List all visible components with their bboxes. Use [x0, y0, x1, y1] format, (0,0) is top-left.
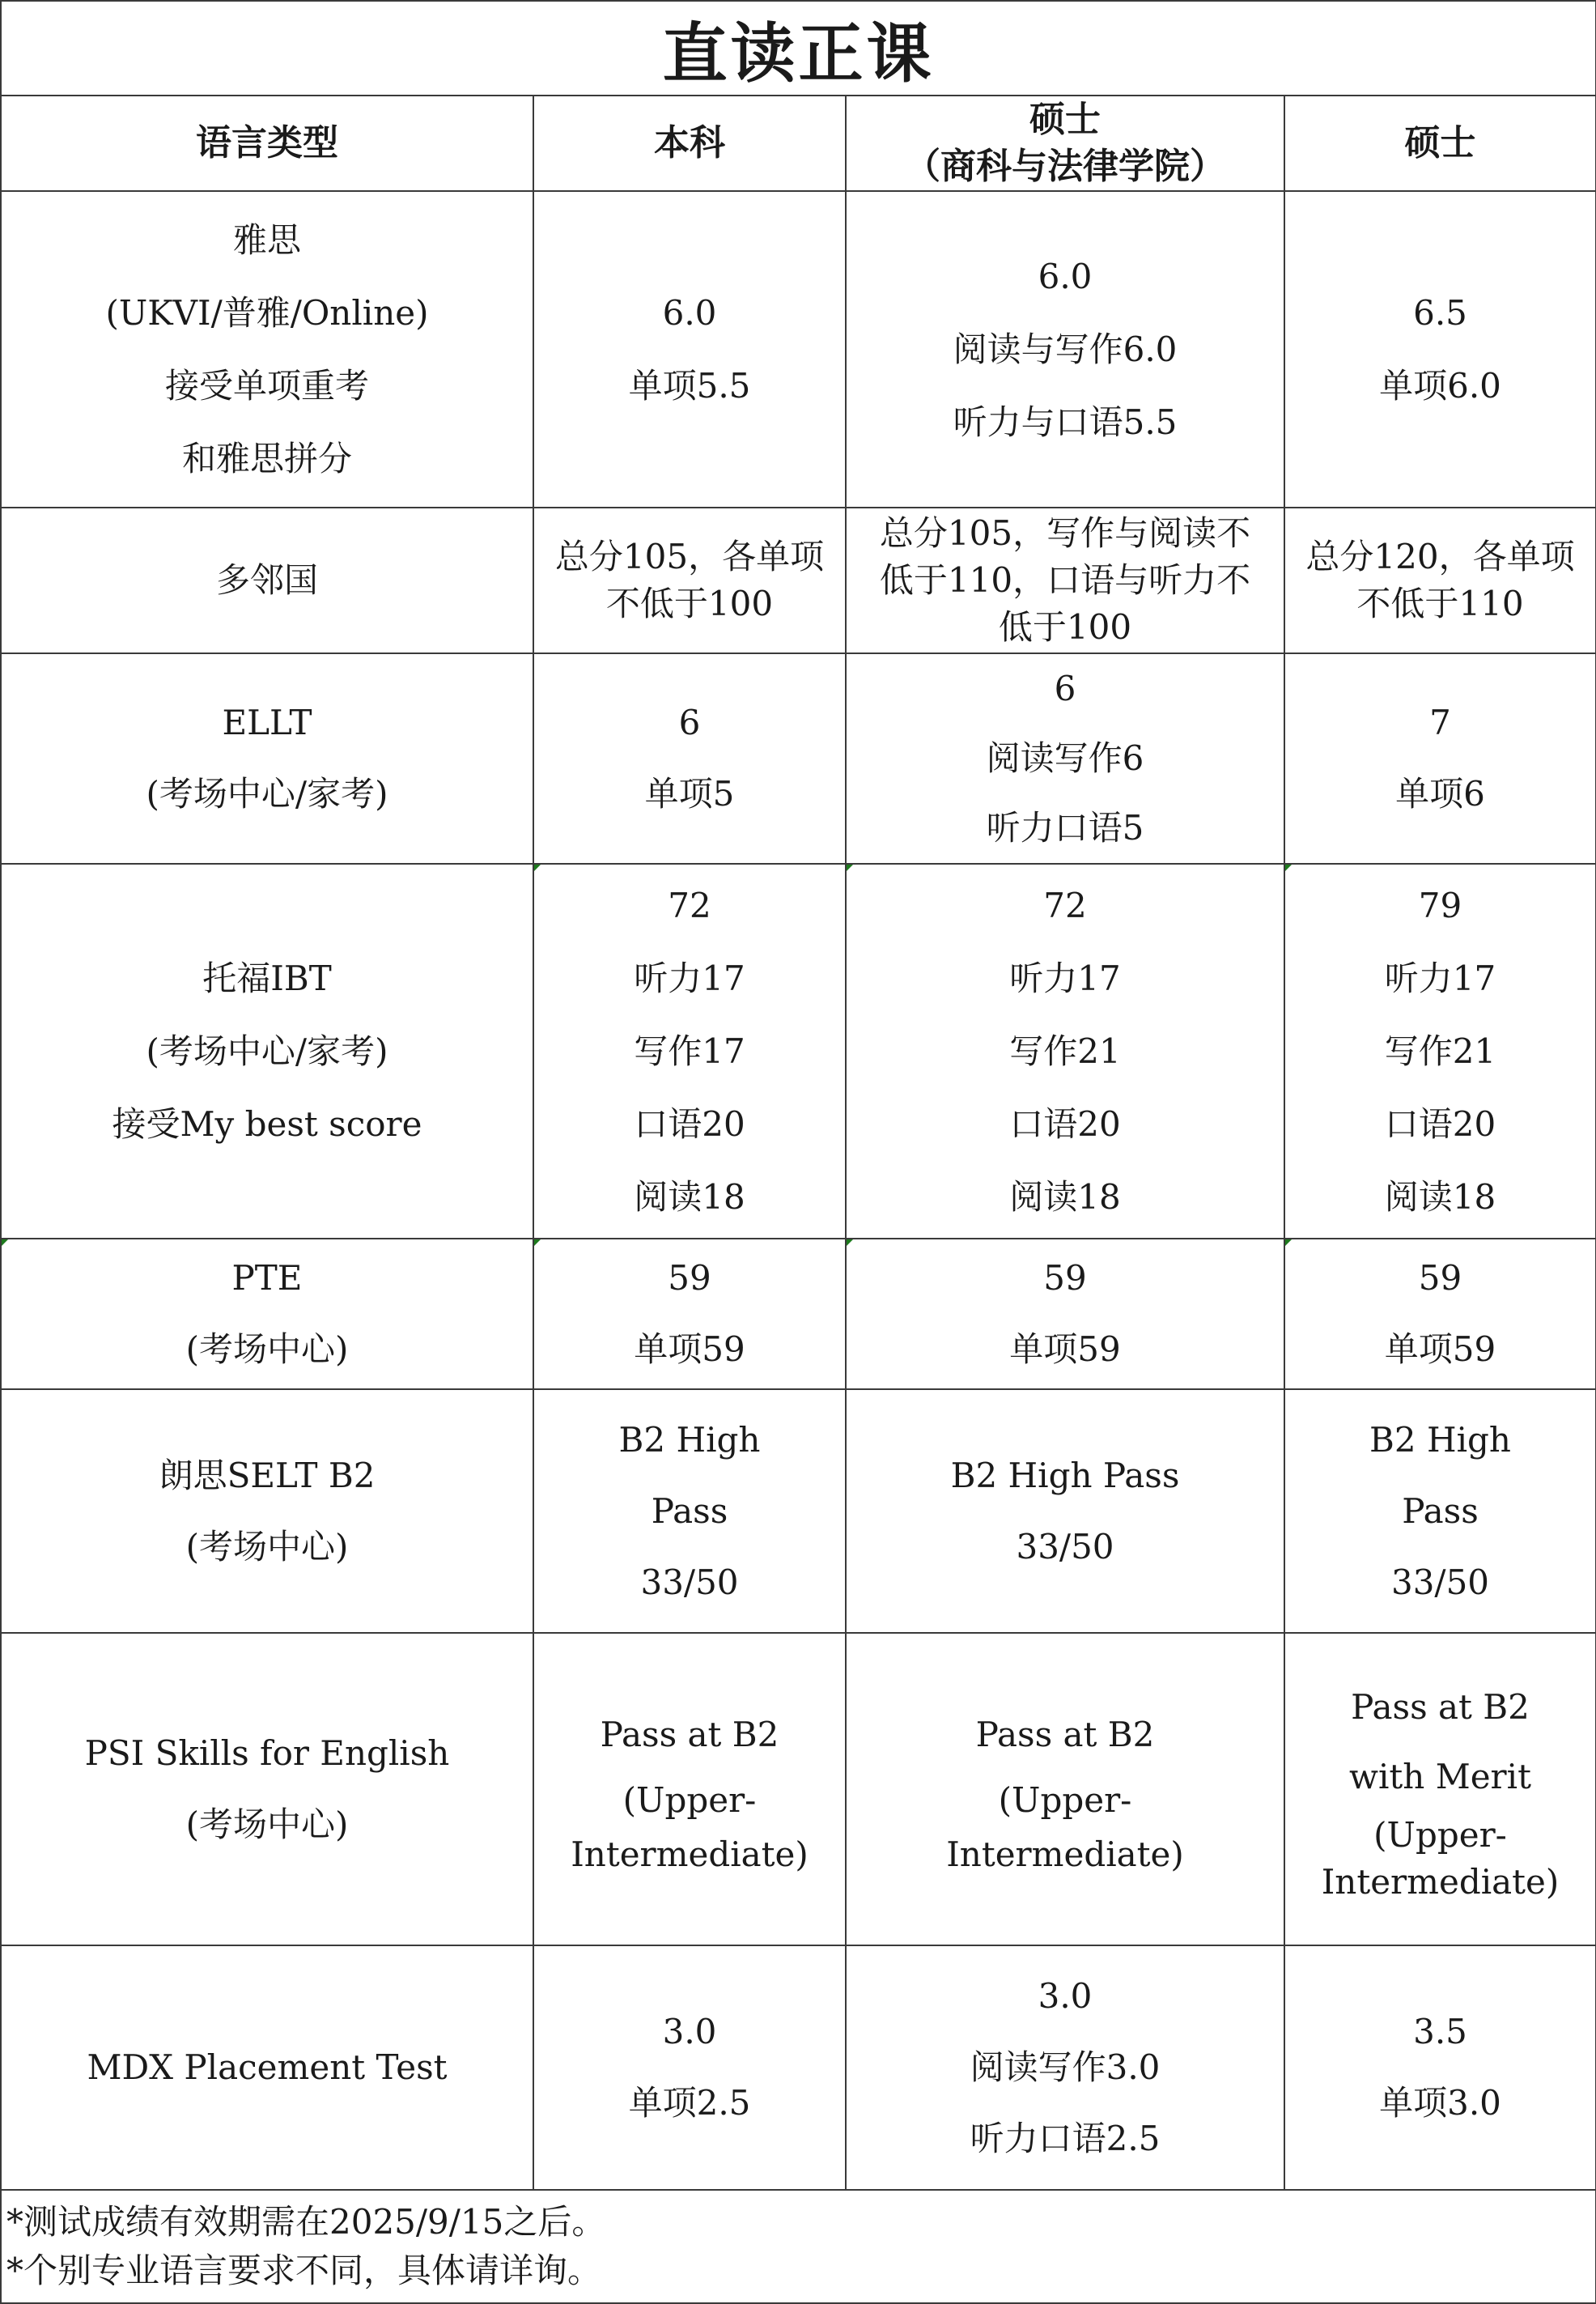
- cell-line: 6.0: [662, 292, 717, 333]
- cell-master-business-law-selt: [846, 1389, 1284, 1633]
- cell-line: 6.0: [1038, 256, 1093, 296]
- cell-line: 写作17: [634, 1031, 745, 1071]
- cell-line: B2 High: [1369, 1419, 1511, 1460]
- table-row: [1, 1945, 1596, 2190]
- notes-cell: [1, 2190, 1596, 2303]
- table-row: [1, 864, 1596, 1239]
- cell-line: (Upper-: [622, 1780, 757, 1820]
- header-master: 硕士: [1284, 96, 1596, 191]
- cell-line: 单项2.5: [628, 2083, 751, 2123]
- cell-line: 79: [1418, 885, 1462, 925]
- cell-master-selt: [1284, 1389, 1596, 1633]
- cell-line: with Merit: [1349, 1757, 1531, 1796]
- cell-master-business-law-psi: [846, 1633, 1284, 1945]
- cell-line: 听力与口语5.5: [953, 402, 1178, 442]
- cell-type-ellt: [1, 653, 533, 864]
- cell-line: 单项3.0: [1379, 2083, 1501, 2123]
- cell-undergrad-mdx: [533, 1945, 846, 2190]
- notes-row: [1, 2190, 1596, 2303]
- cell-line: 单项59: [1384, 1329, 1496, 1369]
- cell-line: 单项5.5: [628, 365, 751, 406]
- cell-line: MDX Placement Test: [87, 2047, 448, 2087]
- cell-master-pte: [1284, 1239, 1596, 1389]
- cell-line: 阅读18: [1009, 1176, 1121, 1217]
- cell-line: 总分120，各单项: [1305, 537, 1575, 576]
- cell-line: (考场中心/家考): [146, 1031, 388, 1071]
- cell-line: 阅读写作6: [986, 738, 1144, 778]
- table-title: 直读正课: [1, 1, 1596, 96]
- title-row: [1, 1, 1596, 96]
- note-validity: *测试成绩有效期需在2025/9/15之后。: [6, 2202, 606, 2242]
- cell-line: 单项6.0: [1379, 365, 1501, 406]
- table-row: [1, 1239, 1596, 1389]
- cell-undergrad-ielts: [533, 191, 846, 508]
- header-master-business-law: [846, 96, 1284, 191]
- table-row: [1, 1633, 1596, 1945]
- cell-line: Pass at B2: [975, 1715, 1155, 1754]
- cell-line: 低于100: [998, 607, 1132, 647]
- cell-line: B2 High Pass: [950, 1455, 1180, 1495]
- cell-undergrad-pte: [533, 1239, 846, 1389]
- cell-line: 不低于100: [605, 584, 774, 623]
- cell-line: 单项59: [634, 1329, 745, 1369]
- cell-line: Pass: [651, 1490, 728, 1531]
- cell-line: 接受My best score: [112, 1103, 422, 1144]
- cell-line: B2 High: [618, 1419, 761, 1460]
- cell-line: 听力口语2.5: [970, 2119, 1161, 2158]
- cell-line: 总分105，各单项: [554, 537, 825, 576]
- table-row: [1, 1389, 1596, 1633]
- cell-line: 口语20: [634, 1103, 745, 1144]
- header-language-type: 语言类型: [1, 96, 533, 191]
- cell-undergrad-toefl: [533, 864, 846, 1239]
- cell-master-duolingo: [1284, 508, 1596, 653]
- cell-line: 不低于110: [1356, 584, 1524, 623]
- cell-line: 阅读写作3.0: [970, 2047, 1161, 2087]
- cell-line: 写作21: [1384, 1031, 1496, 1071]
- cell-line: 59: [668, 1258, 711, 1298]
- cell-line: 3.0: [1038, 1976, 1093, 2016]
- header-master-business-law-line2: （商科与法律学院）: [905, 146, 1225, 187]
- cell-line: Intermediate): [946, 1834, 1184, 1874]
- cell-line: PTE: [231, 1258, 303, 1298]
- cell-line: Pass at B2: [600, 1715, 779, 1754]
- cell-undergrad-ellt: [533, 653, 846, 864]
- cell-line: 多邻国: [215, 560, 318, 600]
- cell-line: 72: [1043, 885, 1087, 925]
- cell-line: ELLT: [222, 703, 312, 742]
- cell-line: 阅读与写作6.0: [953, 329, 1178, 369]
- cell-line: 阅读18: [1384, 1176, 1496, 1217]
- cell-line: (考场中心): [185, 1329, 349, 1369]
- cell-line: Pass at B2: [1351, 1687, 1530, 1727]
- cell-line: 托福IBT: [202, 958, 332, 998]
- cell-line: 听力17: [1384, 958, 1496, 998]
- cell-type-pte: [1, 1239, 533, 1389]
- cell-line: 单项5: [644, 774, 735, 814]
- cell-master-ielts: [1284, 191, 1596, 508]
- table-row: [1, 653, 1596, 864]
- cell-line: 雅思: [232, 219, 301, 260]
- cell-master-business-law-ellt: [846, 653, 1284, 864]
- cell-master-business-law-pte: [846, 1239, 1284, 1389]
- cell-type-ielts: [1, 191, 533, 508]
- cell-line: (UKVI/普雅/Online): [105, 292, 429, 333]
- cell-line: 口语20: [1009, 1103, 1121, 1144]
- cell-undergrad-selt: [533, 1389, 846, 1633]
- cell-line: 33/50: [1016, 1526, 1114, 1566]
- cell-line: 听力17: [634, 958, 745, 998]
- cell-line: 低于110，口语与听力不: [879, 560, 1251, 600]
- cell-line: 3.0: [662, 2012, 717, 2051]
- cell-master-psi: [1284, 1633, 1596, 1945]
- header-undergrad: 本科: [533, 96, 846, 191]
- note-program-variation: *个别专业语言要求不同，具体请详询。: [6, 2251, 602, 2290]
- cell-type-toefl: [1, 864, 533, 1239]
- cell-type-selt: [1, 1389, 533, 1633]
- cell-line: PSI Skills for English: [84, 1733, 450, 1773]
- cell-type-mdx: [1, 1945, 533, 2190]
- cell-master-ellt: [1284, 653, 1596, 864]
- header-master-business-law-line1: 硕士: [1029, 99, 1101, 140]
- cell-master-mdx: [1284, 1945, 1596, 2190]
- cell-master-business-law-mdx: [846, 1945, 1284, 2190]
- cell-line: 朗思SELT B2: [159, 1455, 376, 1495]
- cell-line: 口语20: [1384, 1103, 1496, 1144]
- cell-line: (Upper-: [998, 1780, 1132, 1820]
- cell-line: 6: [678, 703, 701, 742]
- cell-line: 听力口语5: [986, 808, 1144, 848]
- cell-line: 7: [1429, 703, 1451, 742]
- cell-line: 听力17: [1009, 958, 1121, 998]
- cell-master-business-law-duolingo: [846, 508, 1284, 653]
- cell-line: 59: [1043, 1258, 1087, 1298]
- cell-master-business-law-toefl: [846, 864, 1284, 1239]
- cell-line: 3.5: [1413, 2012, 1467, 2051]
- cell-undergrad-duolingo: [533, 508, 846, 653]
- cell-line: 阅读18: [634, 1176, 745, 1217]
- cell-line: 59: [1418, 1258, 1462, 1298]
- cell-line: 72: [668, 885, 711, 925]
- cell-line: Intermediate): [1321, 1862, 1560, 1902]
- cell-line: 6.5: [1413, 292, 1467, 333]
- cell-type-duolingo: [1, 508, 533, 653]
- cell-line: Pass: [1402, 1490, 1479, 1531]
- cell-type-psi: [1, 1633, 533, 1945]
- cell-line: 总分105，写作与阅读不: [879, 513, 1251, 553]
- cell-line: (考场中心): [185, 1805, 349, 1844]
- cell-line: 单项6: [1395, 774, 1485, 814]
- cell-master-business-law-ielts: [846, 191, 1284, 508]
- cell-undergrad-psi: [533, 1633, 846, 1945]
- cell-line: (考场中心/家考): [146, 774, 388, 814]
- cell-master-toefl: [1284, 864, 1596, 1239]
- table-row: [1, 191, 1596, 508]
- cell-line: 33/50: [640, 1562, 739, 1602]
- cell-line: 6: [1054, 669, 1076, 708]
- table-row: [1, 508, 1596, 653]
- cell-line: 33/50: [1390, 1562, 1490, 1602]
- cell-line: 写作21: [1009, 1031, 1121, 1071]
- cell-line: Intermediate): [571, 1834, 809, 1874]
- cell-line: 接受单项重考: [164, 365, 369, 406]
- header-row: [1, 96, 1596, 191]
- cell-line: (考场中心): [185, 1526, 349, 1566]
- cell-line: 和雅思拼分: [181, 438, 352, 478]
- cell-line: (Upper-: [1373, 1815, 1507, 1855]
- cell-line: 单项59: [1009, 1329, 1121, 1369]
